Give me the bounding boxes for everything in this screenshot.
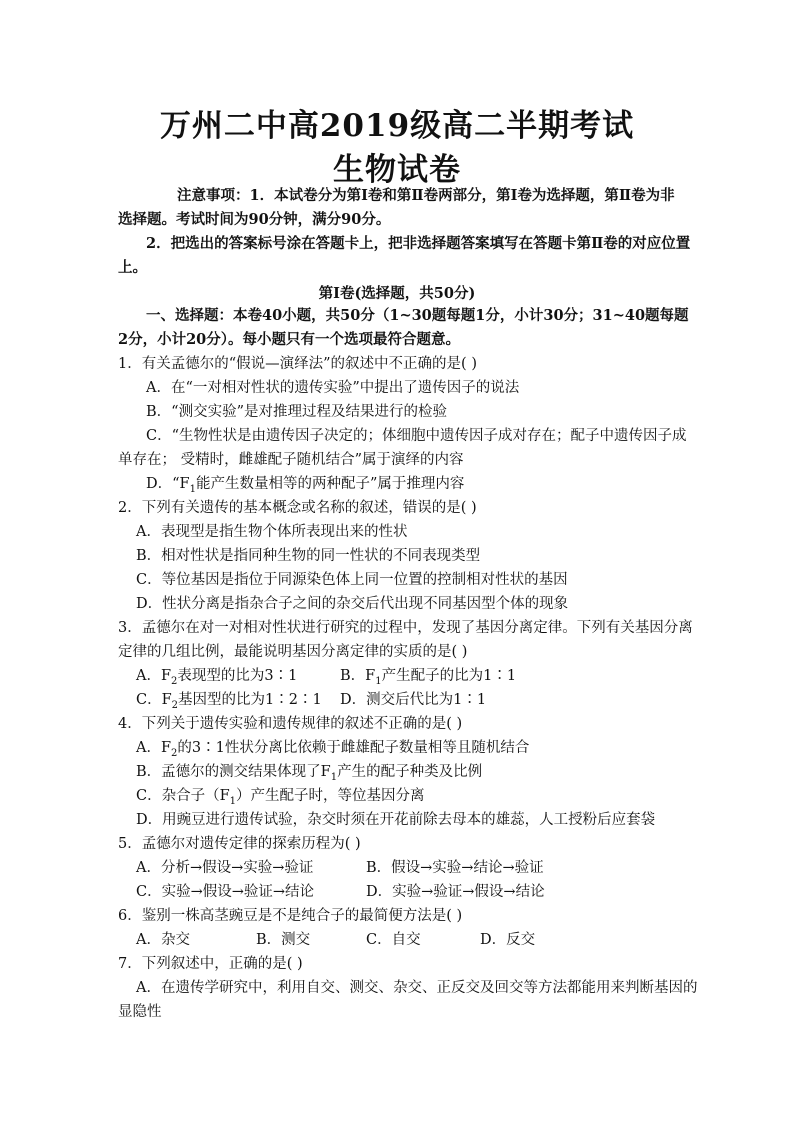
section-instruction-2: 2分，小计20分）。每小题只有一个选项最符合题意。 <box>118 331 461 348</box>
question-6-option-d: D．反交 <box>480 932 536 948</box>
question-6-stem: 6．鉴别一株高茎豌豆是不是纯合子的最简便方法是( ) <box>118 908 463 924</box>
section-instruction-1: 一、选择题：本卷40小题，共50分（1~30题每题1分，小计30分；31~40题每题 <box>146 307 689 324</box>
question-6-option-c: C．自交 <box>366 932 421 948</box>
question-3-stem-line2: 定律的几组比例，最能说明基因分离定律的实质的是( ) <box>118 644 468 660</box>
question-3-option-a: A．$F_2$表现型的比为3∶1 <box>136 668 298 687</box>
question-5-option-d: D．实验→验证→假设→结论 <box>366 884 545 900</box>
notice-line-2: 选择题。考试时间为90分钟，满分90分。 <box>118 211 391 228</box>
question-1-option-a: A．在“一对相对性状的遗传实验”中提出了遗传因子的说法 <box>146 380 520 396</box>
question-1-option-d: D．“$F_1$能产生数量相等的两种配子”属于推理内容 <box>146 476 465 495</box>
question-4-option-c: C．杂合子$(F_1)$产生配子时，等位基因分离 <box>136 788 425 807</box>
question-2-option-d: D．性状分离是指杂合子之间的杂交后代出现不同基因型个体的现象 <box>136 596 569 612</box>
question-4-option-a: A．$F_2$的3∶1性状分离比依赖于雌雄配子数量相等且随机结合 <box>136 740 530 759</box>
section-title: 第Ⅰ卷(选择题，共50分) <box>318 285 476 302</box>
question-5-option-c: C．实验→假设→验证→结论 <box>136 884 315 900</box>
exam-subtitle: 生物试卷 <box>333 152 461 188</box>
question-2-stem: 2．下列有关遗传的基本概念或名称的叙述，错误的是( ) <box>118 500 477 516</box>
question-4-option-d: D．用豌豆进行遗传试验，杂交时须在开花前除去母本的雄蕊，人工授粉后应套袋 <box>136 812 656 828</box>
question-7-stem: 7．下列叙述中，正确的是( ) <box>118 956 303 972</box>
question-3-option-d: D．测交后代比为1∶1 <box>340 692 487 708</box>
question-3-option-c: C．$F_2$基因型的比为1∶2∶1 <box>136 692 322 711</box>
question-5-option-b: B．假设→实验→结论→验证 <box>366 860 544 876</box>
question-5-option-a: A．分析→假设→实验→验证 <box>136 860 314 876</box>
question-2-option-c: C．等位基因是指位于同源染色体上同一位置的控制相对性状的基因 <box>136 572 568 588</box>
question-2-option-a: A．表现型是指生物个体所表现出来的性状 <box>136 524 408 540</box>
question-1-option-c-line1: C．“生物性状是由遗传因子决定的；体细胞中遗传因子成对存在；配子中遗传因子成 <box>146 428 687 444</box>
notice-line-1: 注意事项：1．本试卷分为第Ⅰ卷和第Ⅱ卷两部分，第Ⅰ卷为选择题，第Ⅱ卷为非 <box>177 187 675 204</box>
question-2-option-b: B．相对性状是指同种生物的同一性状的不同表现类型 <box>136 548 481 564</box>
question-4-option-b: B．孟德尔的测交结果体现了$F_1$产生的配子种类及比例 <box>136 764 483 783</box>
question-6-option-a: A．杂交 <box>136 932 190 948</box>
question-6-option-b: B．测交 <box>256 932 311 948</box>
question-7-option-a-line1: A．在遗传学研究中，利用自交、测交、杂交、正反交及回交等方法都能用来判断基因的 <box>136 980 698 996</box>
question-7-option-a-line2: 显隐性 <box>118 1004 162 1020</box>
question-3-stem-line1: 3．孟德尔在对一对相对性状进行研究的过程中，发现了基因分离定律。下列有关基因分离 <box>118 620 693 636</box>
question-1-stem: 1．有关孟德尔的“假说—演绎法”的叙述中不正确的是( ) <box>118 356 477 372</box>
question-4-stem: 4．下列关于遗传实验和遗传规律的叙述不正确的是( ) <box>118 716 463 732</box>
question-5-stem: 5．孟德尔对遗传定律的探索历程为( ) <box>118 836 361 852</box>
exam-title: 万州二中高2019级高二半期考试 <box>159 108 635 144</box>
question-3-option-b: B．$F_1$产生配子的比为1∶1 <box>340 668 517 687</box>
notice-line-4: 上。 <box>118 259 147 276</box>
question-1-option-b: B．“测交实验”是对推理过程及结果进行的检验 <box>146 404 447 420</box>
question-1-option-c-line2: 单存在； 受精时，雌雄配子随机结合”属于演绎的内容 <box>118 452 464 468</box>
notice-line-3: 2．把选出的答案标号涂在答题卡上，把非选择题答案填写在答题卡第Ⅱ卷的对应位置 <box>146 235 691 252</box>
